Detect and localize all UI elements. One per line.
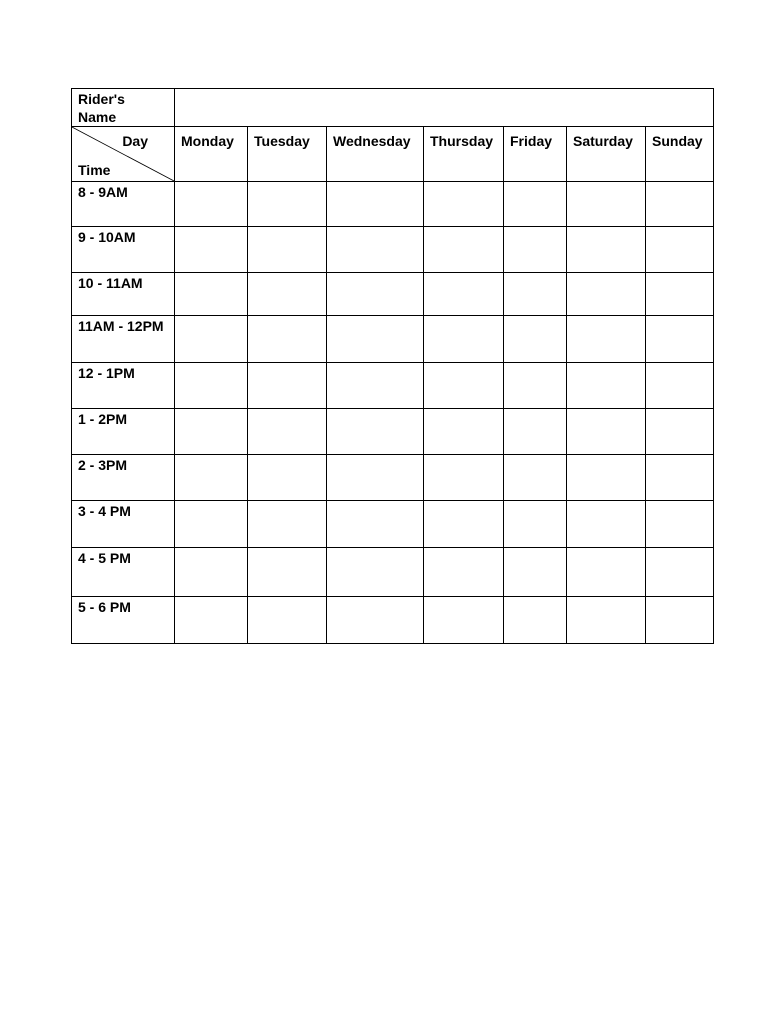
schedule-cell-tuesday[interactable] (248, 409, 327, 455)
schedule-cell-friday[interactable] (504, 597, 567, 644)
schedule-cell-wednesday[interactable] (327, 548, 424, 597)
schedule-cell-tuesday[interactable] (248, 597, 327, 644)
schedule-cell-monday[interactable] (175, 455, 248, 501)
schedule-cell-monday[interactable] (175, 597, 248, 644)
schedule-cell-sunday[interactable] (646, 182, 714, 227)
time-slot-row (72, 363, 714, 409)
schedule-cell-sunday[interactable] (646, 273, 714, 316)
time-slot-label: 2 - 3PM (72, 455, 175, 501)
schedule-cell-monday[interactable] (175, 316, 248, 363)
day-header-monday: Monday (175, 127, 248, 182)
day-header-thursday: Thursday (424, 127, 504, 182)
time-slot-row (72, 227, 714, 273)
schedule-cell-saturday[interactable] (567, 273, 646, 316)
time-slot-row (72, 597, 714, 644)
schedule-cell-sunday[interactable] (646, 363, 714, 409)
schedule-cell-wednesday[interactable] (327, 273, 424, 316)
schedule-cell-saturday[interactable] (567, 501, 646, 548)
schedule-cell-saturday[interactable] (567, 363, 646, 409)
schedule-cell-wednesday[interactable] (327, 363, 424, 409)
schedule-cell-tuesday[interactable] (248, 227, 327, 273)
time-slot-row (72, 548, 714, 597)
schedule-cell-sunday[interactable] (646, 501, 714, 548)
day-header-tuesday: Tuesday (248, 127, 327, 182)
schedule-cell-friday[interactable] (504, 182, 567, 227)
time-slot-label: 12 - 1PM (72, 363, 175, 409)
schedule-cell-friday[interactable] (504, 363, 567, 409)
schedule-cell-wednesday[interactable] (327, 227, 424, 273)
schedule-cell-saturday[interactable] (567, 409, 646, 455)
schedule-cell-thursday[interactable] (424, 455, 504, 501)
time-slot-row (72, 455, 714, 501)
time-slot-label: 10 - 11AM (72, 273, 175, 316)
schedule-cell-sunday[interactable] (646, 597, 714, 644)
day-time-corner-cell (72, 127, 175, 182)
schedule-cell-monday[interactable] (175, 548, 248, 597)
schedule-cell-sunday[interactable] (646, 316, 714, 363)
schedule-cell-friday[interactable] (504, 455, 567, 501)
time-slot-label: 8 - 9AM (72, 182, 175, 227)
time-slot-row (72, 409, 714, 455)
time-slot-label: 5 - 6 PM (72, 597, 175, 644)
riders-name-field[interactable] (175, 89, 714, 127)
schedule-cell-sunday[interactable] (646, 227, 714, 273)
schedule-cell-thursday[interactable] (424, 363, 504, 409)
corner-time-label: Time (78, 162, 111, 178)
schedule-cell-tuesday[interactable] (248, 363, 327, 409)
schedule-cell-tuesday[interactable] (248, 273, 327, 316)
time-slot-label: 3 - 4 PM (72, 501, 175, 548)
time-slot-label: 4 - 5 PM (72, 548, 175, 597)
schedule-cell-wednesday[interactable] (327, 455, 424, 501)
schedule-cell-wednesday[interactable] (327, 501, 424, 548)
schedule-cell-monday[interactable] (175, 409, 248, 455)
schedule-cell-tuesday[interactable] (248, 501, 327, 548)
schedule-cell-wednesday[interactable] (327, 409, 424, 455)
schedule-cell-friday[interactable] (504, 227, 567, 273)
schedule-cell-thursday[interactable] (424, 273, 504, 316)
day-header-wednesday: Wednesday (327, 127, 424, 182)
schedule-cell-thursday[interactable] (424, 316, 504, 363)
time-slot-row (72, 501, 714, 548)
schedule-cell-monday[interactable] (175, 501, 248, 548)
schedule-cell-tuesday[interactable] (248, 316, 327, 363)
schedule-cell-tuesday[interactable] (248, 455, 327, 501)
schedule-cell-friday[interactable] (504, 273, 567, 316)
schedule-cell-friday[interactable] (504, 501, 567, 548)
schedule-cell-saturday[interactable] (567, 182, 646, 227)
schedule-cell-monday[interactable] (175, 182, 248, 227)
schedule-cell-wednesday[interactable] (327, 182, 424, 227)
schedule-cell-friday[interactable] (504, 548, 567, 597)
schedule-cell-friday[interactable] (504, 316, 567, 363)
schedule-cell-friday[interactable] (504, 409, 567, 455)
schedule-cell-sunday[interactable] (646, 455, 714, 501)
schedule-cell-saturday[interactable] (567, 316, 646, 363)
schedule-cell-monday[interactable] (175, 363, 248, 409)
schedule-cell-thursday[interactable] (424, 182, 504, 227)
day-header-saturday: Saturday (567, 127, 646, 182)
day-header-friday: Friday (504, 127, 567, 182)
schedule-cell-saturday[interactable] (567, 597, 646, 644)
riders-name-label: Rider's Name (72, 89, 175, 127)
schedule-cell-wednesday[interactable] (327, 597, 424, 644)
schedule-cell-saturday[interactable] (567, 548, 646, 597)
time-slot-row (72, 273, 714, 316)
schedule-cell-monday[interactable] (175, 273, 248, 316)
riders-name-row (72, 89, 714, 127)
schedule-cell-saturday[interactable] (567, 455, 646, 501)
schedule-cell-tuesday[interactable] (248, 548, 327, 597)
day-header-row (72, 127, 714, 182)
time-slot-row (72, 182, 714, 227)
schedule-cell-saturday[interactable] (567, 227, 646, 273)
schedule-cell-sunday[interactable] (646, 548, 714, 597)
schedule-cell-wednesday[interactable] (327, 316, 424, 363)
rider-schedule-table (71, 88, 714, 644)
corner-day-label: Day (122, 133, 148, 149)
schedule-cell-thursday[interactable] (424, 227, 504, 273)
time-slot-label: 1 - 2PM (72, 409, 175, 455)
schedule-cell-thursday[interactable] (424, 548, 504, 597)
schedule-cell-sunday[interactable] (646, 409, 714, 455)
schedule-cell-thursday[interactable] (424, 409, 504, 455)
schedule-cell-tuesday[interactable] (248, 182, 327, 227)
time-slot-label: 11AM - 12PM (72, 316, 175, 363)
schedule-cell-thursday[interactable] (424, 501, 504, 548)
schedule-cell-monday[interactable] (175, 227, 248, 273)
schedule-cell-thursday[interactable] (424, 597, 504, 644)
time-slot-label: 9 - 10AM (72, 227, 175, 273)
day-header-sunday: Sunday (646, 127, 714, 182)
time-slot-row (72, 316, 714, 363)
